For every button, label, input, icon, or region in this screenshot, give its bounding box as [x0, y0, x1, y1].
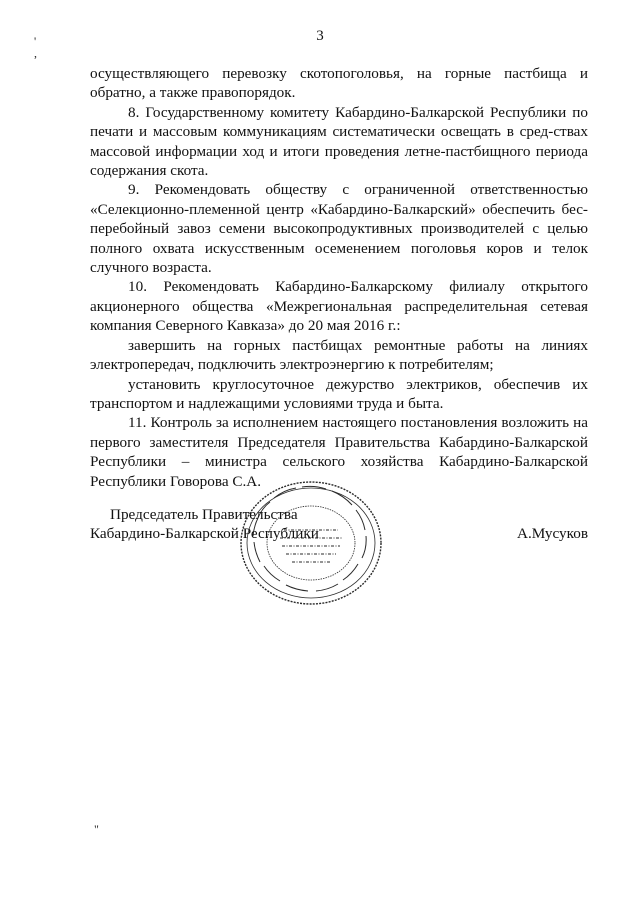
document-body — [90, 64, 588, 491]
paragraph-item-9: 9. Рекомендовать обществу с ограниченной ответственностью «Селекционно-племенной центр «Кабардино-Балкарский» обеспечить бес-перебойный завоз семени высокопродуктивных производителей с целью полного охвата искусственным осеменением поголовья коров и телок случного возраста. — [90, 181, 588, 277]
paragraph-item-11: 11. Контроль за исполнением настоящего постановления возложить на первого заместителя Председателя Правительства Кабардино-Балкарской Республики – министра сельского хозяйства Кабардино-Балкарской Республики Говорова С.А. — [90, 414, 588, 490]
paragraph-item-10: 10. Рекомендовать Кабардино-Балкарскому филиалу открытого акционерного общества «Межрегиональная распределительная сетевая компания Северного Кавказа» до 20 мая 2016 г.: — [90, 278, 588, 335]
margin-mark: ' — [34, 34, 37, 48]
signatory-title-line: Председатель Правительства — [110, 506, 298, 523]
signatory-title-line: Кабардино-Балкарской Республики — [90, 525, 319, 543]
signatory-title — [90, 505, 319, 544]
signatory-name: А.Мусуков — [517, 525, 588, 542]
paragraph-continuation: осуществляющего перевозку скотопоголовья, на горные пастбища и обратно, а также правопорядок. — [90, 65, 588, 102]
paragraph-subitem: завершить на горных пастбищах ремонтные работы на линиях электропередач, подключить электроэнергию к потребителям; — [90, 336, 588, 374]
paragraph-subitem: установить круглосуточное дежурство электриков, обеспечив их транспортом и надлежащими условиями труда и быта. — [90, 375, 588, 412]
page-number: 3 — [316, 28, 324, 44]
paragraph-item-8: 8. Государственному комитету Кабардино-Балкарской Республики по печати и массовым коммуникациям систематически освещать в сред-ствах массовой информации ход и итоги проведения летне-пастбищного периода содержания скота. — [90, 103, 588, 180]
margin-mark: " — [94, 822, 99, 836]
margin-mark: , — [34, 46, 37, 60]
